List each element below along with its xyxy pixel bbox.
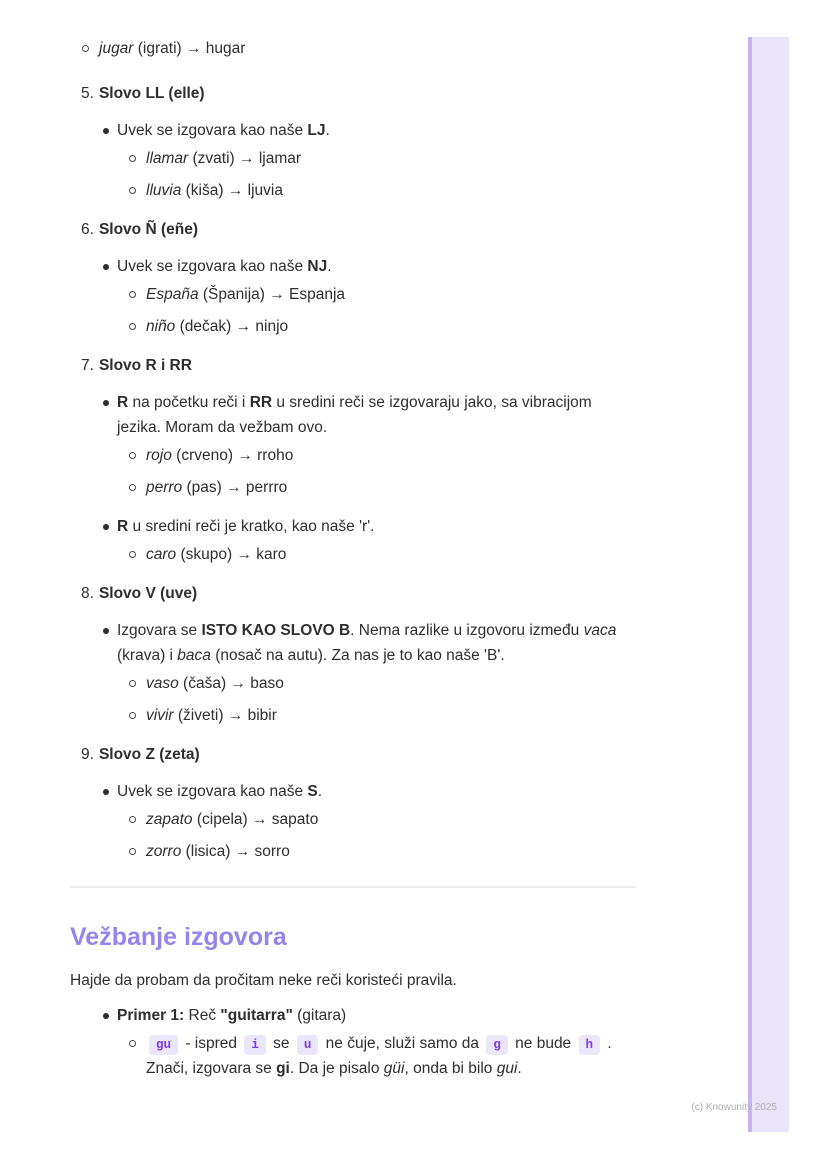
example-item — [117, 178, 636, 203]
example-list — [117, 807, 636, 864]
example-item — [117, 839, 636, 864]
rule-points — [70, 779, 636, 864]
example-item — [117, 1031, 636, 1081]
example-text: niño (dečak) → ninjo — [146, 318, 289, 335]
code-chip: u — [297, 1035, 319, 1055]
rule-heading — [70, 353, 636, 378]
example-item — [117, 314, 636, 339]
example-text: rojo (crveno) → rroho — [146, 447, 294, 464]
example-text: zapato (cipela) → sapato — [146, 811, 319, 828]
rule-section — [70, 217, 636, 339]
rule-title: Slovo V (uve) — [98, 585, 198, 602]
letter-rules-list — [70, 81, 636, 864]
rule-section — [70, 81, 636, 203]
rule-point — [70, 254, 636, 339]
rule-point-text: R u sredini reči je kratko, kao naše 'r'. — [117, 518, 375, 535]
code-chip: gu — [149, 1035, 178, 1055]
example-text: zorro (lisica) → sorro — [146, 843, 290, 860]
rule-point-text: Uvek se izgovara kao naše LJ. — [117, 122, 330, 139]
rule-title: Slovo R i RR — [98, 357, 192, 374]
example-text: vaso (čaša) → baso — [146, 675, 284, 692]
rule-number: 8. — [81, 585, 94, 602]
rule-section — [70, 581, 636, 728]
rule-section — [70, 353, 636, 567]
example-item — [117, 443, 636, 468]
example-item — [117, 807, 636, 832]
carryover-example-list — [70, 36, 636, 61]
example-list — [117, 146, 636, 203]
rule-point — [70, 618, 636, 728]
page-edge-strip — [748, 37, 789, 1132]
code-chip: i — [244, 1035, 266, 1055]
rule-points — [70, 618, 636, 728]
rule-number: 6. — [81, 221, 94, 238]
code-chip: h — [579, 1035, 601, 1055]
example-item — [117, 703, 636, 728]
code-chip: g — [486, 1035, 508, 1055]
primer-explanation: gu - ispred i se u ne čuje, služi samo da g ne bude h . Znači, izgovara se gi. Da je pisalo güi, onda bi bilo gui. — [146, 1035, 612, 1077]
example-list — [117, 671, 636, 728]
rule-heading — [70, 581, 636, 606]
example-text: llamar (zvati) → ljamar — [146, 150, 302, 167]
rule-number: 9. — [81, 746, 94, 763]
example-item — [70, 36, 636, 61]
rule-point-text: Uvek se izgovara kao naše S. — [117, 783, 323, 800]
example-item — [117, 475, 636, 500]
rule-points — [70, 390, 636, 567]
primer-item — [70, 1003, 636, 1081]
example-item — [117, 671, 636, 696]
rule-points — [70, 118, 636, 203]
rule-point-text: Uvek se izgovara kao naše NJ. — [117, 258, 332, 275]
practice-intro: Hajde da probam da pročitam neke reči koristeći pravila. — [70, 972, 457, 989]
practice-list — [70, 1003, 636, 1081]
rule-point — [70, 779, 636, 864]
copyright-watermark: (c) Knowunity 2025 — [691, 1102, 777, 1113]
document-content — [70, 0, 636, 1095]
rule-point — [70, 514, 636, 567]
example-list — [117, 282, 636, 339]
example-list — [117, 443, 636, 500]
example-text: lluvia (kiša) → ljuvia — [146, 182, 283, 199]
rule-point — [70, 390, 636, 500]
rule-point — [70, 118, 636, 203]
rule-points — [70, 254, 636, 339]
primer-label: Primer 1: Reč "guitarra" (gitara) — [117, 1007, 347, 1024]
example-text: perro (pas) → perrro — [146, 479, 288, 496]
practice-heading: Vežbanje izgovora — [70, 923, 287, 951]
rule-number: 7. — [81, 357, 94, 374]
rule-point-text: Izgovara se ISTO KAO SLOVO B. Nema razlike u izgovoru između vaca (krava) i baca (nosač na autu). Za nas je to kao naše 'B'. — [117, 622, 617, 664]
rule-section — [70, 742, 636, 864]
rule-heading — [70, 81, 636, 106]
example-text: jugar (igrati) → hugar — [99, 40, 246, 57]
example-list — [117, 542, 636, 567]
rule-heading — [70, 217, 636, 242]
rule-point-text: R na početku reči i RR u sredini reči se izgovaraju jako, sa vibracijom jezika. Moram da vežbam ovo. — [117, 394, 592, 436]
rule-title: Slovo Z (zeta) — [98, 746, 200, 763]
rule-heading — [70, 742, 636, 767]
primer-example-list — [117, 1031, 636, 1081]
example-text: caro (skupo) → karo — [146, 546, 287, 563]
example-text: España (Španija) → Espanja — [146, 286, 346, 303]
example-item — [117, 542, 636, 567]
rule-number: 5. — [81, 85, 94, 102]
example-item — [117, 146, 636, 171]
section-divider — [70, 886, 636, 888]
example-text: vivir (živeti) → bibir — [146, 707, 277, 724]
rule-title: Slovo LL (elle) — [98, 85, 205, 102]
example-item — [117, 282, 636, 307]
rule-title: Slovo Ñ (eñe) — [98, 221, 198, 238]
